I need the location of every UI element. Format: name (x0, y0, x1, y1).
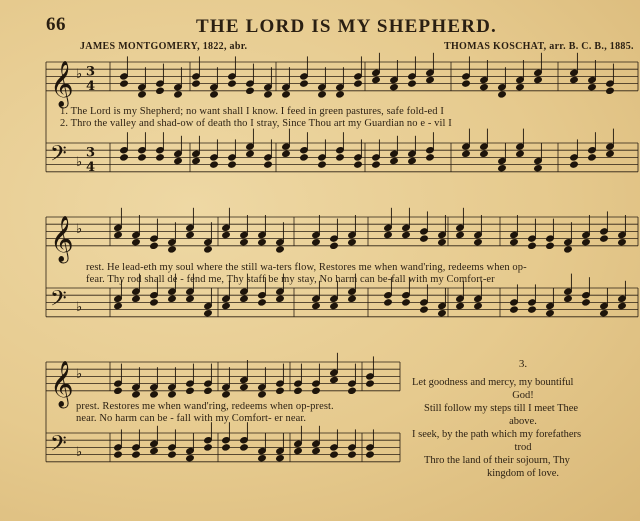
note (534, 165, 543, 172)
note (618, 302, 627, 309)
note (372, 76, 381, 83)
note (384, 299, 393, 306)
note (138, 154, 147, 161)
note (120, 80, 129, 87)
note (228, 161, 237, 168)
note (348, 451, 357, 458)
bass-clef-icon: 𝄢 (50, 286, 67, 317)
note (192, 80, 201, 87)
note (528, 306, 537, 313)
note (258, 299, 267, 306)
bass-clef-icon: 𝄢 (50, 141, 67, 172)
note (168, 246, 177, 253)
flat-icon: ♭ (76, 221, 83, 237)
note (528, 242, 537, 249)
note (150, 299, 159, 306)
note (516, 84, 525, 91)
note (402, 299, 411, 306)
verse-3-line: God! (512, 390, 534, 401)
note (426, 154, 435, 161)
note (420, 235, 429, 242)
note (258, 239, 267, 246)
verse-3-number: 3. (518, 358, 528, 370)
flat-icon: ♭ (76, 155, 83, 171)
note (570, 76, 579, 83)
note (276, 387, 285, 394)
note (408, 157, 417, 164)
note (582, 299, 591, 306)
note (156, 154, 165, 161)
note (390, 84, 399, 91)
note (204, 387, 213, 394)
note (606, 150, 615, 157)
note (366, 380, 375, 387)
note (600, 310, 609, 317)
note (420, 306, 429, 313)
flat-icon: ♭ (76, 445, 83, 461)
note (456, 302, 465, 309)
note (312, 302, 321, 309)
verse-3-line: Let goodness and mercy, my bountiful (412, 377, 574, 388)
note (186, 387, 195, 394)
note (462, 80, 471, 87)
note (222, 444, 231, 451)
treble-clef-icon: 𝄞 (50, 360, 74, 407)
note (210, 91, 219, 98)
note (264, 161, 273, 168)
lyricist-credit: JAMES MONTGOMERY, 1822, abr. (80, 41, 248, 52)
time-signature: 4 (86, 79, 96, 95)
note (546, 310, 555, 317)
note (510, 306, 519, 313)
note (132, 451, 141, 458)
note (312, 447, 321, 454)
note (318, 91, 327, 98)
note (348, 387, 357, 394)
verse-3-line: above. (509, 416, 537, 427)
note (168, 391, 177, 398)
system2-verse2-lyrics: fear. Thy rod shall de - fend me, Thy staff be my stay, No harm can be-fall with my Comfort-er (86, 274, 495, 285)
note (258, 391, 267, 398)
note (312, 239, 321, 246)
note (240, 384, 249, 391)
flat-icon: ♭ (76, 366, 83, 382)
note (606, 87, 615, 94)
note (354, 161, 363, 168)
note (276, 295, 285, 302)
note (312, 387, 321, 394)
note (282, 91, 291, 98)
composer-credit: THOMAS KOSCHAT, arr. B. C. B., 1885. (444, 41, 634, 52)
system1-verse2-lyrics: 2. Thro the valley and shad-ow of death tho I stray, Since Thou art my Guardian no e - vil I (60, 118, 452, 129)
note (282, 150, 291, 157)
note (330, 376, 339, 383)
bass-clef-icon: 𝄢 (50, 431, 67, 462)
note (564, 295, 573, 302)
note (228, 80, 237, 87)
note (150, 242, 159, 249)
note (582, 239, 591, 246)
note (348, 295, 357, 302)
verse-3-line: trod (514, 442, 532, 453)
note (438, 310, 447, 317)
note (438, 239, 447, 246)
note (300, 80, 309, 87)
treble-clef-icon: 𝄞 (50, 215, 74, 262)
note (462, 150, 471, 157)
note (276, 455, 285, 462)
note (348, 239, 357, 246)
note (588, 84, 597, 91)
note (600, 235, 609, 242)
note (336, 154, 345, 161)
note (114, 387, 123, 394)
note (330, 302, 339, 309)
note (408, 80, 417, 87)
note (114, 302, 123, 309)
note (570, 161, 579, 168)
verse-3-line: I seek, by the path which my forefathers (412, 429, 582, 440)
note (534, 76, 543, 83)
note (456, 231, 465, 238)
note (156, 87, 165, 94)
note (300, 154, 309, 161)
verse-3-block (412, 358, 634, 480)
time-signature: 3 (86, 64, 96, 80)
note (120, 154, 129, 161)
note (246, 150, 255, 157)
hymn-title: THE LORD IS MY SHEPHERD. (196, 16, 497, 37)
note (240, 239, 249, 246)
note (150, 447, 159, 454)
note (276, 246, 285, 253)
note (204, 246, 213, 253)
note (402, 231, 411, 238)
note (618, 239, 627, 246)
note (330, 451, 339, 458)
note (132, 391, 141, 398)
note (480, 150, 489, 157)
treble-clef-icon: 𝄞 (50, 60, 74, 107)
note (384, 231, 393, 238)
note (354, 80, 363, 87)
note (222, 391, 231, 398)
note (510, 239, 519, 246)
verse-3-line: Still follow my steps till I meet Thee (424, 403, 579, 414)
note (132, 239, 141, 246)
system3-verse1-lyrics: prest. Restores me when wand'ring, redeems when op-prest. (76, 401, 334, 412)
note (336, 91, 345, 98)
note (240, 295, 249, 302)
note (222, 231, 231, 238)
note (498, 165, 507, 172)
note (174, 157, 183, 164)
note (264, 91, 273, 98)
note (546, 242, 555, 249)
note (138, 91, 147, 98)
note (240, 444, 249, 451)
system1-verse1-lyrics: 1. The Lord is my Shepherd; no want shall I know. I feed in green pastures, safe fold-ed I (60, 106, 444, 117)
note (114, 231, 123, 238)
flat-icon: ♭ (76, 66, 83, 82)
note (498, 91, 507, 98)
note (210, 161, 219, 168)
note (294, 387, 303, 394)
note (168, 451, 177, 458)
note (480, 84, 489, 91)
note (330, 242, 339, 249)
note (474, 302, 483, 309)
note (174, 91, 183, 98)
system3-verse2-lyrics: near. No harm can be - fall with my Comfort- er near. (76, 413, 307, 424)
note (204, 310, 213, 317)
note (426, 76, 435, 83)
time-signature: 4 (86, 160, 96, 176)
verse-3-line: kingdom of love. (486, 468, 560, 479)
note (564, 246, 573, 253)
note (222, 302, 231, 309)
note (294, 447, 303, 454)
note (192, 157, 201, 164)
note (204, 444, 213, 451)
note (186, 295, 195, 302)
note (186, 455, 195, 462)
note (258, 455, 267, 462)
note (366, 451, 375, 458)
flat-icon: ♭ (76, 300, 83, 316)
system2-verse1-lyrics: rest. He lead-eth my soul where the still wa-ters flow, Restores me when wand'ring, redeems when op- (86, 262, 527, 273)
note (186, 231, 195, 238)
note (114, 451, 123, 458)
note (390, 157, 399, 164)
note (474, 239, 483, 246)
note (132, 295, 141, 302)
note (168, 295, 177, 302)
note (318, 161, 327, 168)
page-number: 66 (46, 14, 66, 35)
verse-3-line: Thro the land of their sojourn, Thy (424, 455, 570, 466)
note (246, 87, 255, 94)
time-signature: 3 (86, 145, 96, 161)
note (372, 161, 381, 168)
note (150, 391, 159, 398)
note (588, 154, 597, 161)
note (516, 150, 525, 157)
